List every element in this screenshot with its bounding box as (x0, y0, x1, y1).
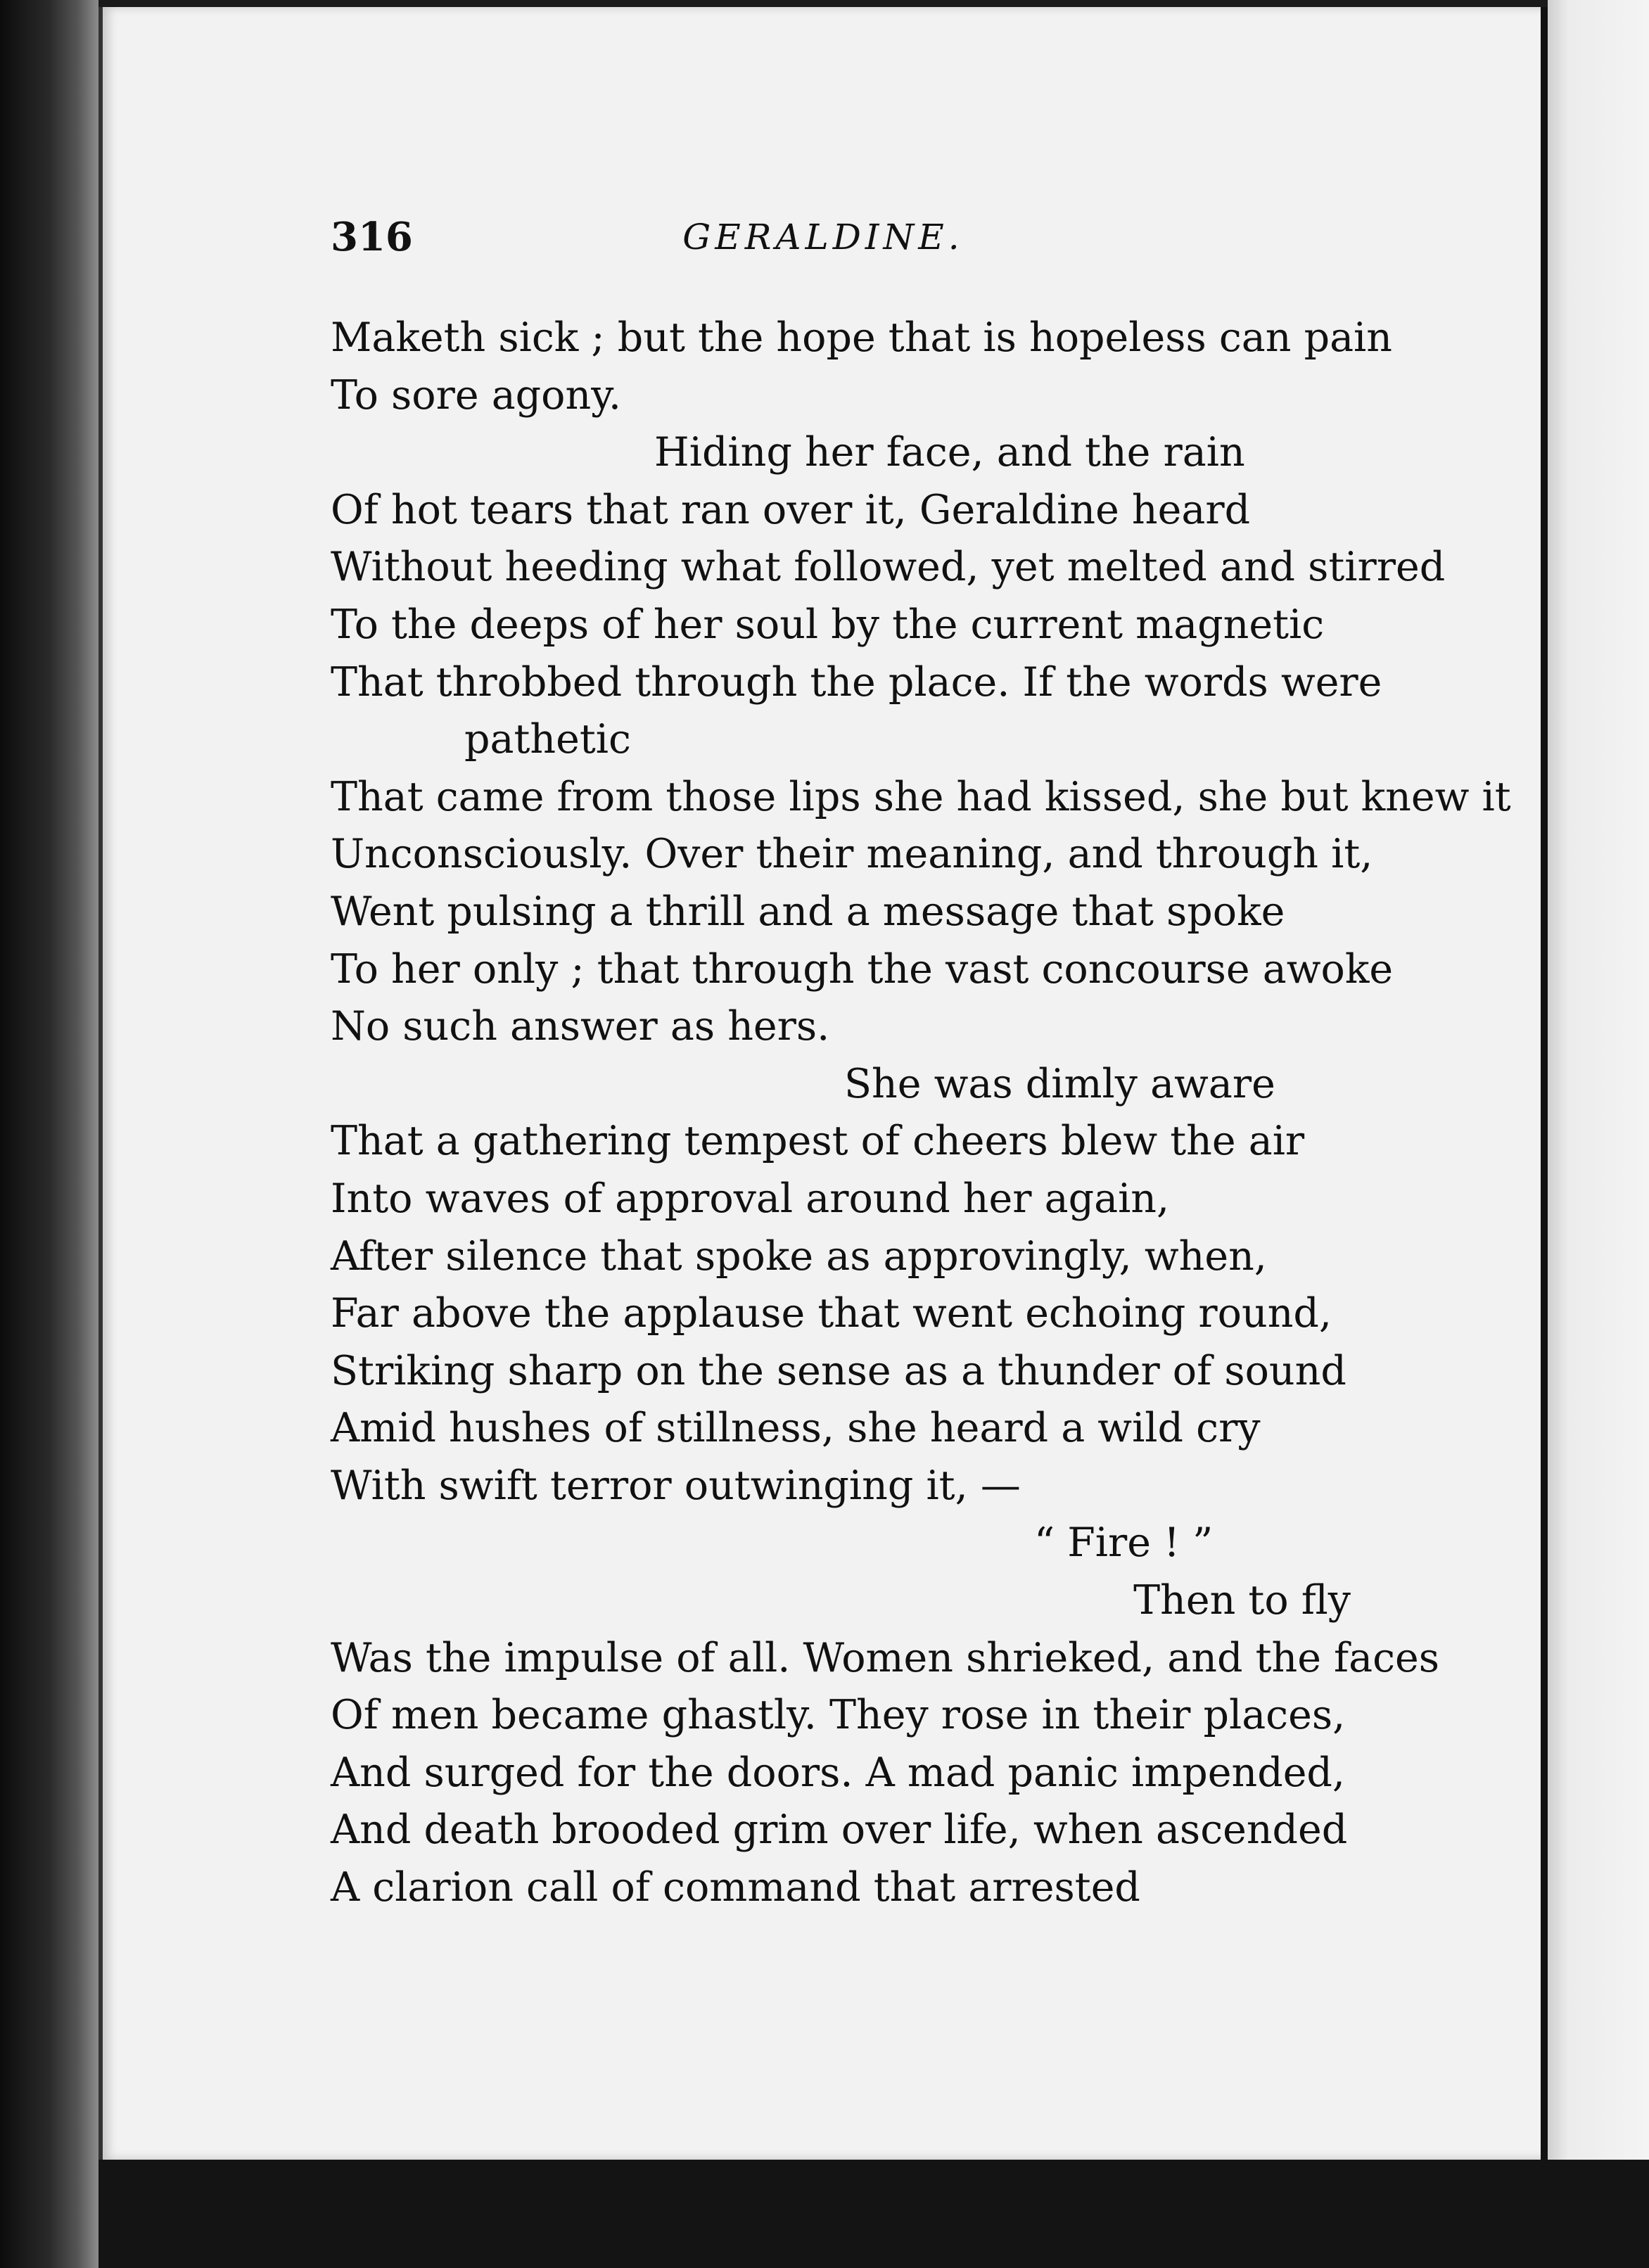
adjacent-page-edge (1548, 0, 1649, 2268)
poem-line: She was dimly aware (844, 1060, 1275, 1107)
poem-line: And death brooded grim over life, when ascended (331, 1807, 1348, 1854)
poem-line: Of hot tears that ran over it, Geraldine heard (331, 486, 1251, 533)
poem-line: That throbbed through the place. If the words were (331, 658, 1382, 706)
poem-line: That came from those lips she had kissed, she but knew it (331, 773, 1511, 820)
poem-line: Far above the applause that went echoing round, (331, 1290, 1332, 1337)
poem-line: A clarion call of command that arrested (331, 1864, 1140, 1911)
poem-line: No such answer as hers. (331, 1003, 830, 1050)
poem-line: To the deeps of her soul by the current magnetic (331, 601, 1325, 648)
poem-line: And surged for the doors. A mad panic impended, (331, 1749, 1346, 1796)
poem-line: That a gathering tempest of cheers blew the air (331, 1118, 1305, 1165)
poem-line: Without heeding what followed, yet melted and stirred (331, 544, 1446, 591)
page-number: 316 (331, 214, 413, 260)
running-title: GERALDINE. (682, 217, 964, 257)
page-gutter (1541, 7, 1548, 2160)
poem-line: Of men became ghastly. They rose in their places, (331, 1692, 1346, 1739)
poem-line: Unconsciously. Over their meaning, and through it, (331, 831, 1373, 878)
poem-line: Was the impulse of all. Women shrieked, and the faces (331, 1634, 1440, 1681)
poem-line: With swift terror outwinging it, — (331, 1462, 1021, 1509)
poem-line: To her only ; that through the vast concourse awoke (331, 945, 1394, 993)
poem-line: pathetic (464, 716, 631, 763)
running-head (331, 205, 1372, 269)
poem-line: “ Fire ! ” (1034, 1520, 1214, 1567)
scan-bottom-border (98, 2160, 1649, 2268)
poem-text (331, 310, 1511, 1917)
poem-line: Hiding her face, and the rain (654, 429, 1245, 476)
poem-line: Striking sharp on the sense as a thunder of sound (331, 1347, 1346, 1394)
poem-line: Into waves of approval around her again, (331, 1175, 1170, 1222)
poem-line: Then to fly (1133, 1577, 1351, 1624)
poem-line: Maketh sick ; but the hope that is hopeless can pain (331, 314, 1392, 361)
poem-line: To sore agony. (331, 371, 621, 419)
book-binding-edge (0, 0, 98, 2268)
poem-line: After silence that spoke as approvingly, when, (331, 1232, 1267, 1280)
poem-line: Amid hushes of stillness, she heard a wild cry (331, 1405, 1261, 1452)
poem-line: Went pulsing a thrill and a message that spoke (331, 888, 1285, 935)
